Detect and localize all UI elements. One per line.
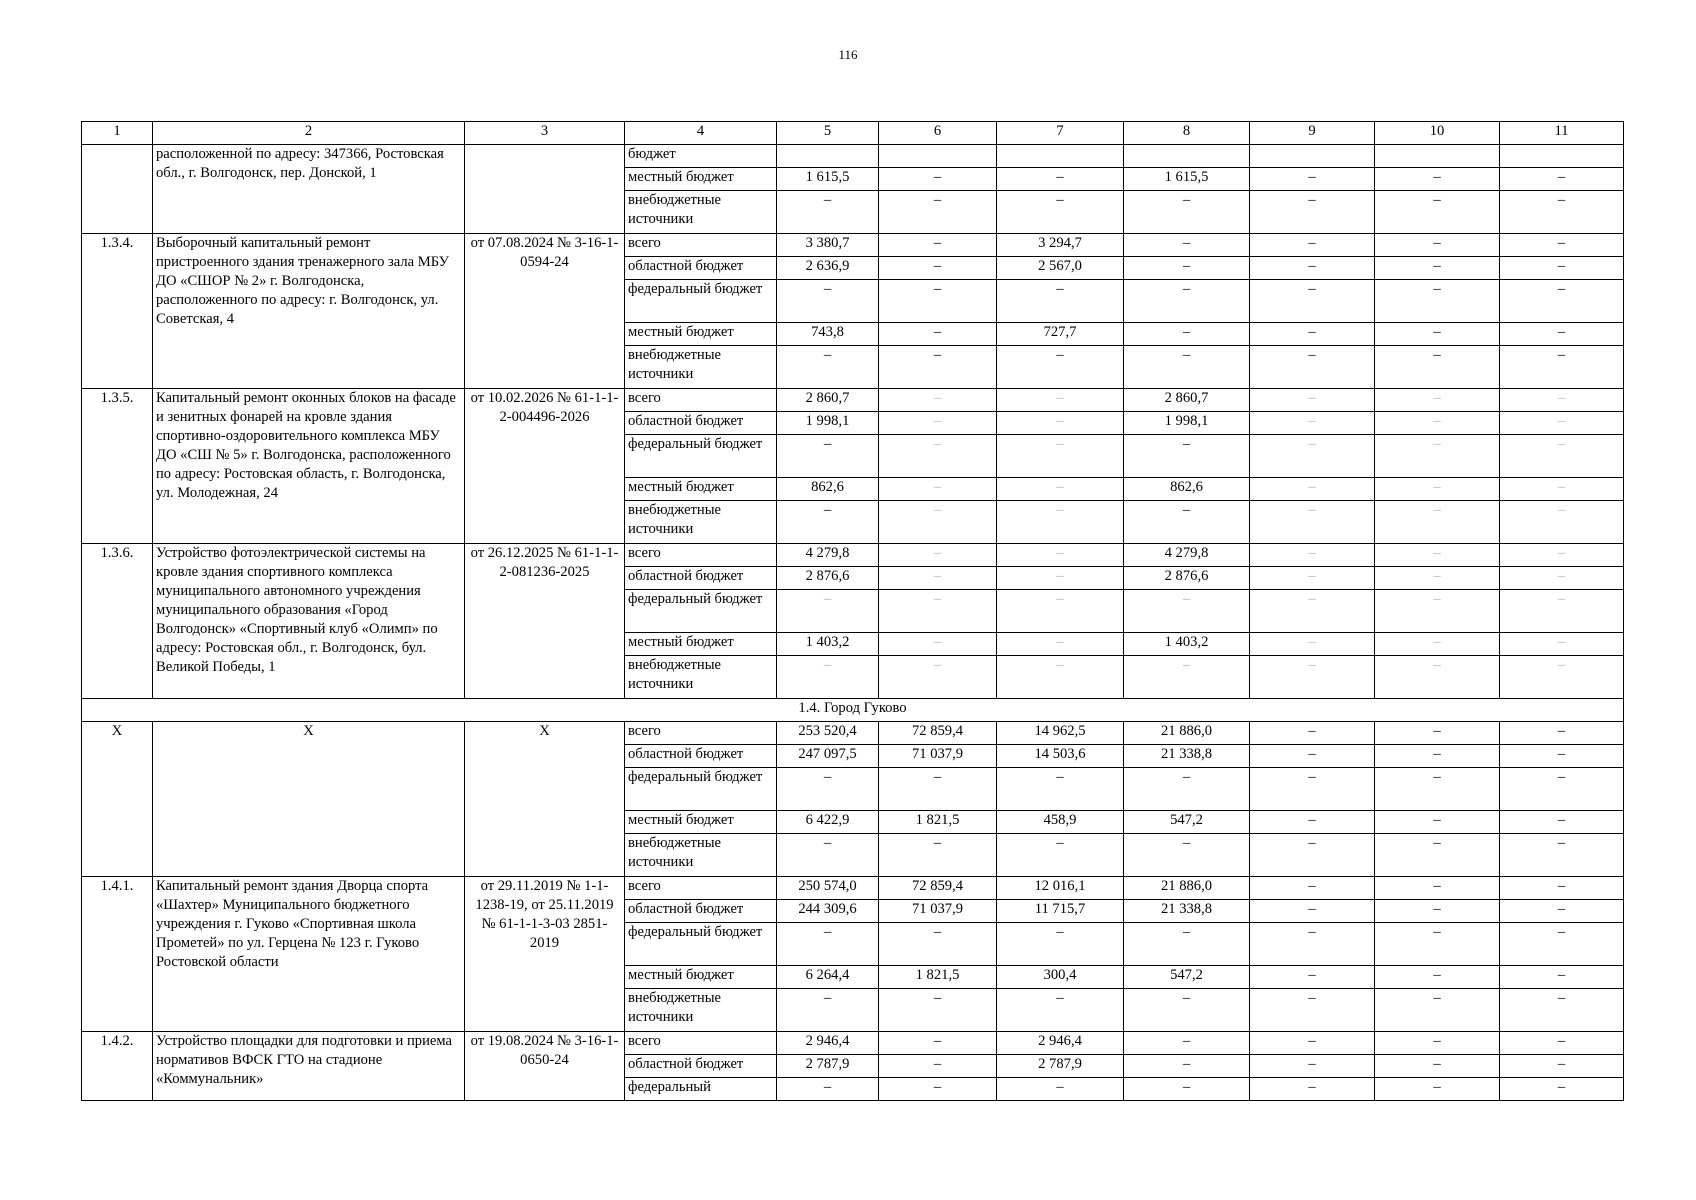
column-header-5: 5: [777, 122, 879, 145]
value-cell-col-9: –: [1250, 280, 1375, 323]
value-cell-col-11: [1500, 145, 1624, 168]
item-number: 1.3.5.: [82, 389, 153, 544]
funding-source: местный бюджет: [625, 811, 777, 834]
value-cell-col-10: –: [1375, 389, 1500, 412]
value-cell-col-7: –: [997, 191, 1124, 234]
item-name: Капитальный ремонт здания Дворца спорта «Шахтер» Муниципального бюджетного учреждения г. Гуково «Спортивная школа Прометей» по ул. Герцена № 123 г. Гуково Ростовской области: [153, 877, 465, 1032]
value-cell-col-6: –: [879, 590, 997, 633]
value-cell-col-7: 3 294,7: [997, 234, 1124, 257]
value-cell-col-9: –: [1250, 745, 1375, 768]
value-cell-col-10: –: [1375, 768, 1500, 811]
value-cell-col-9: –: [1250, 412, 1375, 435]
value-cell-col-5: 862,6: [777, 478, 879, 501]
value-cell-col-9: –: [1250, 811, 1375, 834]
value-cell-col-6: [879, 145, 997, 168]
value-cell-col-5: –: [777, 834, 879, 877]
value-cell-col-6: 71 037,9: [879, 745, 997, 768]
item-number: 1.4.2.: [82, 1032, 153, 1101]
column-header-10: 10: [1375, 122, 1500, 145]
value-cell-col-5: –: [777, 656, 879, 699]
value-cell-col-10: –: [1375, 323, 1500, 346]
value-cell-col-6: –: [879, 768, 997, 811]
item-basis: Х: [465, 722, 625, 877]
funding-source: бюджет: [625, 145, 777, 168]
value-cell-col-10: –: [1375, 234, 1500, 257]
funding-source: федеральный бюджет: [625, 923, 777, 966]
value-cell-col-11: –: [1500, 435, 1624, 478]
value-cell-col-5: –: [777, 590, 879, 633]
value-cell-col-10: –: [1375, 745, 1500, 768]
funding-source: областной бюджет: [625, 900, 777, 923]
value-cell-col-5: –: [777, 346, 879, 389]
value-cell-col-8: 4 279,8: [1124, 544, 1250, 567]
value-cell-col-10: [1375, 145, 1500, 168]
value-cell-col-11: –: [1500, 745, 1624, 768]
value-cell-col-8: 547,2: [1124, 966, 1250, 989]
page-number: 116: [838, 47, 858, 62]
value-cell-col-7: 2 787,9: [997, 1055, 1124, 1078]
budget-table: [81, 121, 1624, 1101]
value-cell-col-10: –: [1375, 633, 1500, 656]
value-cell-col-11: –: [1500, 1032, 1624, 1055]
column-header-4: 4: [625, 122, 777, 145]
value-cell-col-6: 1 821,5: [879, 966, 997, 989]
header-row: [82, 122, 1624, 145]
value-cell-col-10: –: [1375, 412, 1500, 435]
value-cell-col-9: –: [1250, 966, 1375, 989]
funding-source: федеральный: [625, 1078, 777, 1101]
value-cell-col-6: –: [879, 257, 997, 280]
funding-source: внебюджетные источники: [625, 834, 777, 877]
value-cell-col-11: –: [1500, 412, 1624, 435]
value-cell-col-7: –: [997, 768, 1124, 811]
value-cell-col-8: –: [1124, 768, 1250, 811]
value-cell-col-10: –: [1375, 567, 1500, 590]
value-cell-col-11: –: [1500, 1078, 1624, 1101]
value-cell-col-6: –: [879, 544, 997, 567]
value-cell-col-9: –: [1250, 346, 1375, 389]
item-name: Устройство площадки для подготовки и приема нормативов ВФСК ГТО на стадионе «Коммунальник»: [153, 1032, 465, 1101]
funding-source: областной бюджет: [625, 567, 777, 590]
item-number: 1.4.1.: [82, 877, 153, 1032]
value-cell-col-5: [777, 145, 879, 168]
funding-source: федеральный бюджет: [625, 768, 777, 811]
column-header-1: 1: [82, 122, 153, 145]
value-cell-col-7: –: [997, 656, 1124, 699]
value-cell-col-11: –: [1500, 323, 1624, 346]
value-cell-col-8: –: [1124, 923, 1250, 966]
value-cell-col-11: –: [1500, 923, 1624, 966]
value-cell-col-10: –: [1375, 722, 1500, 745]
value-cell-col-5: 4 279,8: [777, 544, 879, 567]
funding-source: всего: [625, 389, 777, 412]
value-cell-col-11: –: [1500, 811, 1624, 834]
value-cell-col-9: –: [1250, 567, 1375, 590]
value-cell-col-11: –: [1500, 633, 1624, 656]
item-name: Устройство фотоэлектрической системы на кровле здания спортивного комплекса муниципального автономного учреждения муниципального образования «Город Волгодонск» «Спортивный клуб «Олимп» по адресу: Ростовская обл., г. Волгодонск, бул. Великой Победы, 1: [153, 544, 465, 699]
value-cell-col-11: –: [1500, 501, 1624, 544]
column-header-11: 11: [1500, 122, 1624, 145]
value-cell-col-8: –: [1124, 989, 1250, 1032]
value-cell-col-7: –: [997, 346, 1124, 389]
value-cell-col-10: –: [1375, 1032, 1500, 1055]
value-cell-col-10: –: [1375, 501, 1500, 544]
column-header-2: 2: [153, 122, 465, 145]
value-cell-col-7: –: [997, 989, 1124, 1032]
column-header-8: 8: [1124, 122, 1250, 145]
value-cell-col-5: 1 998,1: [777, 412, 879, 435]
value-cell-col-11: –: [1500, 590, 1624, 633]
column-header-6: 6: [879, 122, 997, 145]
value-cell-col-8: –: [1124, 501, 1250, 544]
section-row: [82, 699, 1624, 722]
funding-source: всего: [625, 234, 777, 257]
value-cell-col-10: –: [1375, 877, 1500, 900]
value-cell-col-11: –: [1500, 257, 1624, 280]
value-cell-col-10: –: [1375, 1078, 1500, 1101]
value-cell-col-5: 247 097,5: [777, 745, 879, 768]
funding-source: внебюджетные источники: [625, 989, 777, 1032]
value-cell-col-11: –: [1500, 346, 1624, 389]
value-cell-col-7: –: [997, 544, 1124, 567]
value-cell-col-9: –: [1250, 590, 1375, 633]
value-cell-col-6: 72 859,4: [879, 722, 997, 745]
value-cell-col-7: [997, 145, 1124, 168]
value-cell-col-11: –: [1500, 834, 1624, 877]
value-cell-col-9: –: [1250, 768, 1375, 811]
value-cell-col-5: –: [777, 1078, 879, 1101]
value-cell-col-5: 3 380,7: [777, 234, 879, 257]
value-cell-col-10: –: [1375, 966, 1500, 989]
item-basis: от 29.11.2019 № 1-1-1238-19, от 25.11.2019 № 61-1-1-3-03 2851-2019: [465, 877, 625, 1032]
funding-source: федеральный бюджет: [625, 280, 777, 323]
value-cell-col-9: –: [1250, 656, 1375, 699]
value-cell-col-10: –: [1375, 923, 1500, 966]
funding-source: внебюджетные источники: [625, 656, 777, 699]
value-cell-col-8: [1124, 145, 1250, 168]
value-cell-col-11: –: [1500, 656, 1624, 699]
value-cell-col-8: –: [1124, 834, 1250, 877]
value-cell-col-11: –: [1500, 989, 1624, 1032]
value-cell-col-10: –: [1375, 900, 1500, 923]
value-cell-col-6: –: [879, 567, 997, 590]
value-cell-col-8: –: [1124, 590, 1250, 633]
value-cell-col-9: –: [1250, 877, 1375, 900]
table-row: [82, 1032, 1624, 1055]
value-cell-col-5: 2 876,6: [777, 567, 879, 590]
funding-source: местный бюджет: [625, 478, 777, 501]
value-cell-col-10: –: [1375, 590, 1500, 633]
column-header-7: 7: [997, 122, 1124, 145]
value-cell-col-6: –: [879, 280, 997, 323]
value-cell-col-6: –: [879, 412, 997, 435]
value-cell-col-9: –: [1250, 191, 1375, 234]
funding-source: всего: [625, 722, 777, 745]
value-cell-col-8: –: [1124, 656, 1250, 699]
value-cell-col-5: 250 574,0: [777, 877, 879, 900]
funding-source: областной бюджет: [625, 412, 777, 435]
value-cell-col-9: –: [1250, 389, 1375, 412]
funding-source: местный бюджет: [625, 633, 777, 656]
value-cell-col-8: 547,2: [1124, 811, 1250, 834]
value-cell-col-9: –: [1250, 435, 1375, 478]
value-cell-col-7: –: [997, 633, 1124, 656]
value-cell-col-9: –: [1250, 544, 1375, 567]
item-number: 1.3.4.: [82, 234, 153, 389]
value-cell-col-7: –: [997, 412, 1124, 435]
value-cell-col-7: –: [997, 567, 1124, 590]
value-cell-col-7: –: [997, 834, 1124, 877]
value-cell-col-8: 2 876,6: [1124, 567, 1250, 590]
value-cell-col-5: 2 860,7: [777, 389, 879, 412]
value-cell-col-9: –: [1250, 501, 1375, 544]
item-basis: от 10.02.2026 № 61-1-1-2-004496-2026: [465, 389, 625, 544]
value-cell-col-7: –: [997, 923, 1124, 966]
value-cell-col-7: 300,4: [997, 966, 1124, 989]
value-cell-col-9: –: [1250, 234, 1375, 257]
value-cell-col-5: 6 264,4: [777, 966, 879, 989]
value-cell-col-7: –: [997, 478, 1124, 501]
value-cell-col-9: –: [1250, 633, 1375, 656]
value-cell-col-6: –: [879, 656, 997, 699]
value-cell-col-5: –: [777, 435, 879, 478]
value-cell-col-7: –: [997, 280, 1124, 323]
value-cell-col-6: –: [879, 633, 997, 656]
item-name: Выборочный капитальный ремонт пристроенного здания тренажерного зала МБУ ДО «СШОР № 2» г. Волгодонска, расположенного по адресу: г. Волгодонск, ул. Советская, 4: [153, 234, 465, 389]
value-cell-col-6: –: [879, 1078, 997, 1101]
value-cell-col-8: –: [1124, 234, 1250, 257]
value-cell-col-8: 2 860,7: [1124, 389, 1250, 412]
value-cell-col-11: –: [1500, 768, 1624, 811]
value-cell-col-9: –: [1250, 900, 1375, 923]
value-cell-col-5: –: [777, 989, 879, 1032]
table-row: [82, 722, 1624, 745]
item-name: расположенной по адресу: 347366, Ростовская обл., г. Волгодонск, пер. Донской, 1: [153, 145, 465, 234]
value-cell-col-7: 12 016,1: [997, 877, 1124, 900]
item-number: [82, 145, 153, 234]
value-cell-col-10: –: [1375, 544, 1500, 567]
value-cell-col-11: –: [1500, 389, 1624, 412]
value-cell-col-10: –: [1375, 478, 1500, 501]
section-title: 1.4. Город Гуково: [82, 699, 1624, 722]
value-cell-col-7: 2 567,0: [997, 257, 1124, 280]
value-cell-col-7: 458,9: [997, 811, 1124, 834]
value-cell-col-8: –: [1124, 191, 1250, 234]
value-cell-col-7: 14 503,6: [997, 745, 1124, 768]
value-cell-col-5: –: [777, 501, 879, 544]
item-basis: от 26.12.2025 № 61-1-1-2-081236-2025: [465, 544, 625, 699]
funding-source: всего: [625, 544, 777, 567]
table-row: [82, 389, 1624, 412]
value-cell-col-7: –: [997, 590, 1124, 633]
funding-source: областной бюджет: [625, 745, 777, 768]
column-header-3: 3: [465, 122, 625, 145]
value-cell-col-7: 2 946,4: [997, 1032, 1124, 1055]
value-cell-col-9: –: [1250, 834, 1375, 877]
item-number: 1.3.6.: [82, 544, 153, 699]
table-row: [82, 234, 1624, 257]
value-cell-col-6: –: [879, 501, 997, 544]
table-row: [82, 877, 1624, 900]
value-cell-col-11: –: [1500, 191, 1624, 234]
value-cell-col-9: –: [1250, 989, 1375, 1032]
value-cell-col-11: –: [1500, 900, 1624, 923]
value-cell-col-6: 72 859,4: [879, 877, 997, 900]
value-cell-col-7: –: [997, 168, 1124, 191]
value-cell-col-9: –: [1250, 257, 1375, 280]
value-cell-col-8: –: [1124, 280, 1250, 323]
value-cell-col-10: –: [1375, 191, 1500, 234]
funding-source: внебюджетные источники: [625, 501, 777, 544]
value-cell-col-5: 244 309,6: [777, 900, 879, 923]
value-cell-col-11: –: [1500, 966, 1624, 989]
funding-source: местный бюджет: [625, 323, 777, 346]
item-number: Х: [82, 722, 153, 877]
value-cell-col-10: –: [1375, 656, 1500, 699]
funding-source: федеральный бюджет: [625, 435, 777, 478]
value-cell-col-9: –: [1250, 323, 1375, 346]
value-cell-col-11: –: [1500, 280, 1624, 323]
value-cell-col-10: –: [1375, 280, 1500, 323]
item-basis: от 19.08.2024 № 3-16-1-0650-24: [465, 1032, 625, 1101]
funding-source: всего: [625, 877, 777, 900]
value-cell-col-8: –: [1124, 257, 1250, 280]
value-cell-col-5: 2 787,9: [777, 1055, 879, 1078]
value-cell-col-10: –: [1375, 834, 1500, 877]
value-cell-col-5: –: [777, 923, 879, 966]
value-cell-col-9: –: [1250, 1055, 1375, 1078]
value-cell-col-5: –: [777, 191, 879, 234]
value-cell-col-7: 727,7: [997, 323, 1124, 346]
funding-source: внебюджетные источники: [625, 346, 777, 389]
value-cell-col-11: –: [1500, 168, 1624, 191]
value-cell-col-7: –: [997, 501, 1124, 544]
value-cell-col-10: –: [1375, 257, 1500, 280]
value-cell-col-10: –: [1375, 346, 1500, 389]
value-cell-col-9: [1250, 145, 1375, 168]
value-cell-col-8: 21 886,0: [1124, 877, 1250, 900]
value-cell-col-9: –: [1250, 168, 1375, 191]
value-cell-col-5: 2 636,9: [777, 257, 879, 280]
value-cell-col-11: –: [1500, 1055, 1624, 1078]
value-cell-col-6: –: [879, 168, 997, 191]
item-basis: от 07.08.2024 № 3-16-1-0594-24: [465, 234, 625, 389]
value-cell-col-5: 1 403,2: [777, 633, 879, 656]
value-cell-col-8: –: [1124, 1055, 1250, 1078]
value-cell-col-8: –: [1124, 435, 1250, 478]
value-cell-col-8: 862,6: [1124, 478, 1250, 501]
value-cell-col-8: 21 886,0: [1124, 722, 1250, 745]
value-cell-col-6: –: [879, 389, 997, 412]
value-cell-col-9: –: [1250, 1032, 1375, 1055]
value-cell-col-10: –: [1375, 989, 1500, 1032]
item-basis: [465, 145, 625, 234]
value-cell-col-8: 1 615,5: [1124, 168, 1250, 191]
value-cell-col-6: 71 037,9: [879, 900, 997, 923]
value-cell-col-8: –: [1124, 1078, 1250, 1101]
value-cell-col-9: –: [1250, 478, 1375, 501]
value-cell-col-10: –: [1375, 1055, 1500, 1078]
value-cell-col-8: –: [1124, 346, 1250, 389]
value-cell-col-7: –: [997, 1078, 1124, 1101]
value-cell-col-11: –: [1500, 544, 1624, 567]
value-cell-col-11: –: [1500, 722, 1624, 745]
column-header-9: 9: [1250, 122, 1375, 145]
value-cell-col-7: 11 715,7: [997, 900, 1124, 923]
value-cell-col-6: –: [879, 346, 997, 389]
value-cell-col-7: –: [997, 389, 1124, 412]
funding-source: местный бюджет: [625, 168, 777, 191]
value-cell-col-8: 1 403,2: [1124, 633, 1250, 656]
value-cell-col-10: –: [1375, 168, 1500, 191]
value-cell-col-6: –: [879, 989, 997, 1032]
value-cell-col-11: –: [1500, 478, 1624, 501]
value-cell-col-8: 1 998,1: [1124, 412, 1250, 435]
funding-source: всего: [625, 1032, 777, 1055]
value-cell-col-6: –: [879, 1055, 997, 1078]
value-cell-col-6: –: [879, 323, 997, 346]
table-row: [82, 145, 1624, 168]
value-cell-col-9: –: [1250, 722, 1375, 745]
table-row: [82, 544, 1624, 567]
value-cell-col-7: –: [997, 435, 1124, 478]
value-cell-col-8: –: [1124, 323, 1250, 346]
item-name: Капитальный ремонт оконных блоков на фасаде и зенитных фонарей на кровле здания спортивно-оздоровительного комплекса МБУ ДО «СШ № 5» г. Волгодонска, расположенного по адресу: Ростовская область, г. Волгодонска, ул. Молодежная, 24: [153, 389, 465, 544]
value-cell-col-5: –: [777, 280, 879, 323]
value-cell-col-8: 21 338,8: [1124, 900, 1250, 923]
value-cell-col-7: 14 962,5: [997, 722, 1124, 745]
value-cell-col-5: –: [777, 768, 879, 811]
funding-source: областной бюджет: [625, 257, 777, 280]
value-cell-col-6: –: [879, 923, 997, 966]
value-cell-col-6: –: [879, 234, 997, 257]
funding-source: областной бюджет: [625, 1055, 777, 1078]
funding-source: федеральный бюджет: [625, 590, 777, 633]
value-cell-col-10: –: [1375, 811, 1500, 834]
value-cell-col-5: 2 946,4: [777, 1032, 879, 1055]
funding-source: местный бюджет: [625, 966, 777, 989]
value-cell-col-6: –: [879, 191, 997, 234]
value-cell-col-11: –: [1500, 234, 1624, 257]
value-cell-col-6: –: [879, 478, 997, 501]
value-cell-col-5: 743,8: [777, 323, 879, 346]
value-cell-col-5: 1 615,5: [777, 168, 879, 191]
value-cell-col-6: –: [879, 1032, 997, 1055]
item-name: Х: [153, 722, 465, 877]
funding-source: внебюджетные источники: [625, 191, 777, 234]
value-cell-col-8: –: [1124, 1032, 1250, 1055]
value-cell-col-8: 21 338,8: [1124, 745, 1250, 768]
value-cell-col-5: 6 422,9: [777, 811, 879, 834]
value-cell-col-5: 253 520,4: [777, 722, 879, 745]
value-cell-col-6: –: [879, 834, 997, 877]
value-cell-col-9: –: [1250, 1078, 1375, 1101]
value-cell-col-6: –: [879, 435, 997, 478]
value-cell-col-11: –: [1500, 567, 1624, 590]
value-cell-col-9: –: [1250, 923, 1375, 966]
value-cell-col-10: –: [1375, 435, 1500, 478]
value-cell-col-6: 1 821,5: [879, 811, 997, 834]
value-cell-col-11: –: [1500, 877, 1624, 900]
